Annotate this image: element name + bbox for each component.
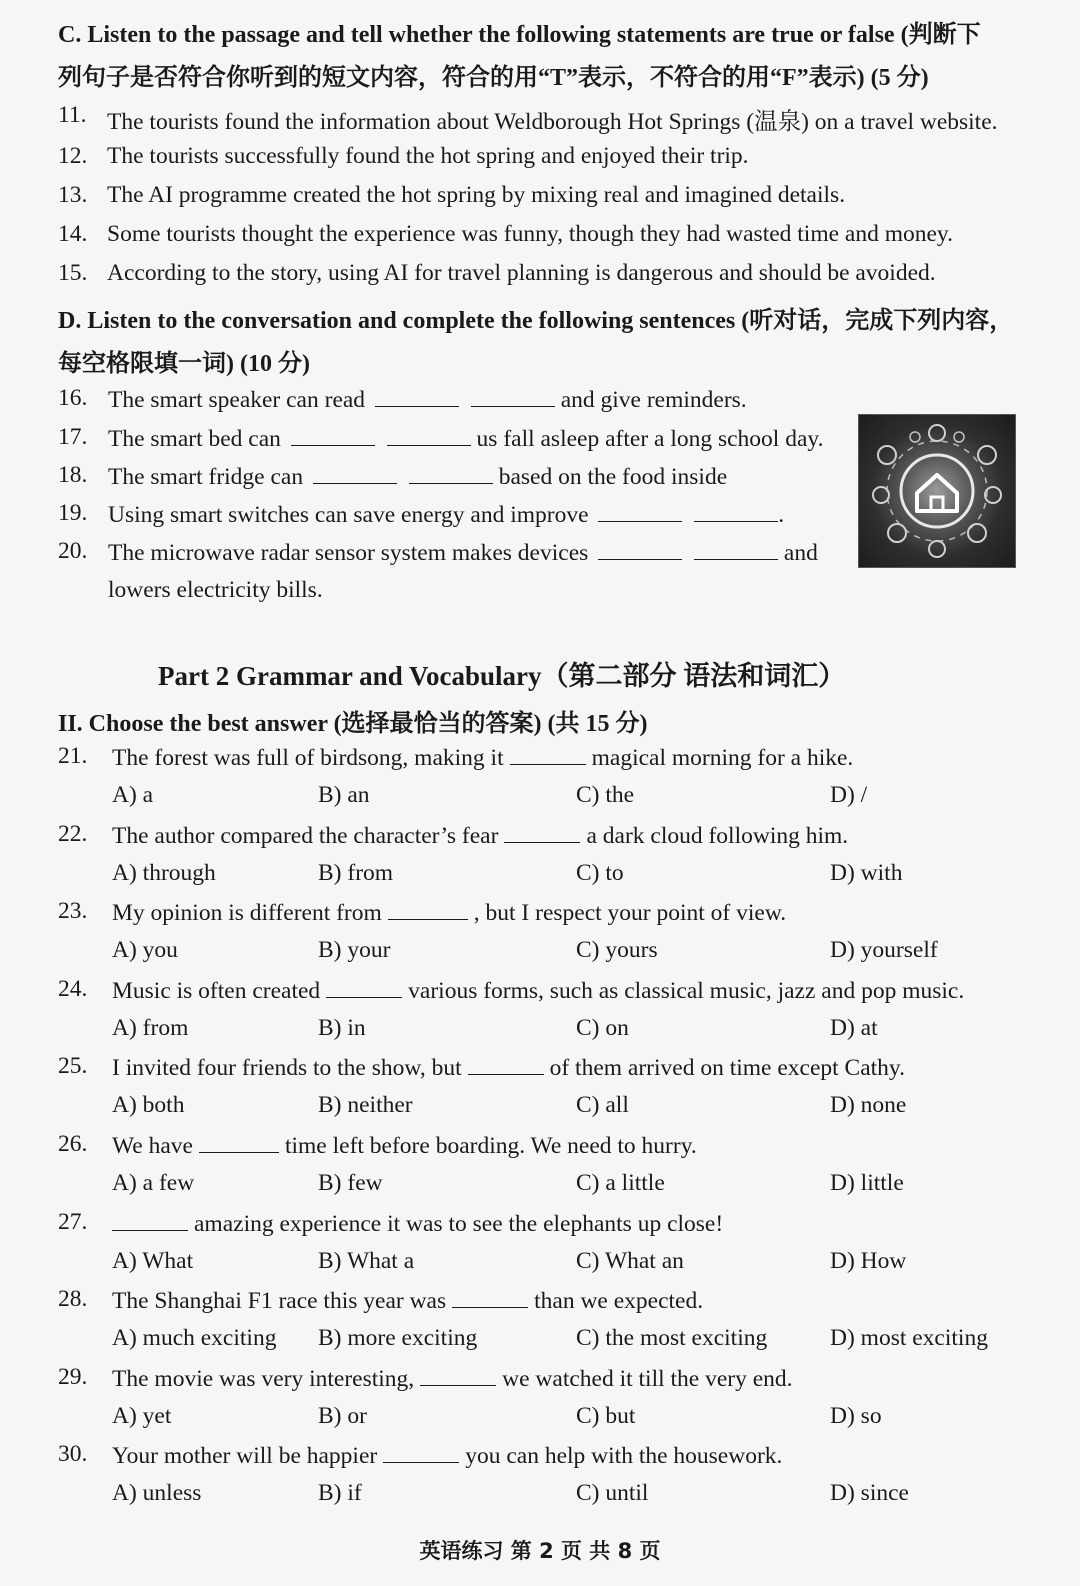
sentence-16 (108, 385, 747, 414)
item-number: 20. (58, 538, 88, 564)
option-d[interactable]: D) none (830, 1092, 907, 1118)
answer-blank[interactable] (694, 538, 778, 560)
answer-blank[interactable] (504, 821, 580, 843)
stem-post: various forms, such as classical music, jazz and pop music. (408, 978, 965, 1005)
option-b[interactable]: B) few (318, 1170, 383, 1196)
section-ii-heading: II. Choose the best answer (选择最恰当的答案) (共 15 分) (58, 711, 648, 737)
option-c[interactable]: C) the most exciting (576, 1325, 768, 1351)
answer-blank[interactable] (598, 538, 682, 560)
answer-blank[interactable] (383, 1441, 459, 1463)
option-c[interactable]: C) all (576, 1092, 629, 1118)
section-d-heading-line2: 每空格限填一词) (10 分) (58, 351, 310, 377)
answer-blank[interactable] (313, 462, 397, 484)
stem-pre: The forest was full of birdsong, making it (112, 745, 504, 772)
option-b[interactable]: B) from (318, 860, 394, 886)
option-a[interactable]: A) What (112, 1248, 194, 1274)
question-stem (112, 976, 964, 1005)
stem-pre: My opinion is different from (112, 900, 382, 927)
stem-post: we watched it till the very end. (502, 1366, 793, 1393)
answer-blank[interactable] (420, 1364, 496, 1386)
stem-post: amazing experience it was to see the elephants up close! (194, 1211, 724, 1238)
question-number: 24. (58, 976, 88, 1002)
sentence-20-continued: lowers electricity bills. (108, 577, 323, 603)
item-number: 14. (58, 221, 88, 247)
question-stem (112, 1053, 905, 1082)
stem-post: magical morning for a hike. (591, 745, 854, 772)
statement-text: According to the story, using AI for travel planning is dangerous and should be avoided. (107, 260, 936, 286)
answer-blank[interactable] (409, 462, 493, 484)
stem-pre: The Shanghai F1 race this year was (112, 1288, 447, 1315)
option-d[interactable]: D) so (830, 1403, 882, 1429)
option-a[interactable]: A) you (112, 937, 178, 963)
answer-blank[interactable] (694, 500, 778, 522)
question-stem (112, 1364, 793, 1393)
answer-blank[interactable] (112, 1209, 188, 1231)
sentence-19 (108, 500, 784, 529)
sentence-post: and give reminders. (560, 387, 747, 414)
sentence-pre: The smart fridge can (108, 464, 304, 491)
option-d[interactable]: D) since (830, 1480, 909, 1506)
item-number: 13. (58, 182, 88, 208)
item-number: 17. (58, 424, 88, 450)
page-footer: 英语练习 第 2 页 共 8 页 (419, 1539, 661, 1563)
item-number: 19. (58, 500, 88, 526)
option-d[interactable]: D) How (830, 1248, 907, 1274)
section-c-heading-line1: C. Listen to the passage and tell whether the following statements are true or false (判断下 (58, 22, 981, 48)
answer-blank[interactable] (452, 1286, 528, 1308)
sentence-post: us fall asleep after a long school day. (476, 426, 824, 453)
answer-blank[interactable] (510, 743, 586, 765)
option-b[interactable]: B) neither (318, 1092, 413, 1118)
section-c-heading-line2: 列句子是否符合你听到的短文内容，符合的用“T”表示，不符合的用“F”表示) (5 分) (58, 65, 929, 91)
answer-blank[interactable] (375, 385, 459, 407)
option-d[interactable]: D) little (830, 1170, 904, 1196)
item-number: 11. (58, 102, 87, 128)
option-a[interactable]: A) a few (112, 1170, 195, 1196)
statement-text: The tourists successfully found the hot spring and enjoyed their trip. (107, 143, 749, 169)
option-a[interactable]: A) through (112, 860, 216, 886)
smart-home-image (858, 414, 1016, 568)
option-d[interactable]: D) yourself (830, 937, 938, 963)
option-a[interactable]: A) a (112, 782, 154, 808)
answer-blank[interactable] (598, 500, 682, 522)
sentence-18 (108, 462, 727, 491)
option-c[interactable]: C) until (576, 1480, 649, 1506)
answer-blank[interactable] (326, 976, 402, 998)
option-c[interactable]: C) a little (576, 1170, 665, 1196)
question-stem (112, 743, 853, 772)
question-stem (112, 1209, 723, 1238)
question-number: 23. (58, 898, 88, 924)
stem-pre: Your mother will be happier (112, 1443, 378, 1470)
question-number: 27. (58, 1209, 88, 1235)
option-b[interactable]: B) more exciting (318, 1325, 478, 1351)
option-b[interactable]: B) your (318, 937, 391, 963)
option-a[interactable]: A) both (112, 1092, 185, 1118)
option-d[interactable]: D) at (830, 1015, 878, 1041)
part2-title: Part 2 Grammar and Vocabulary（第二部分 语法和词汇） (158, 661, 846, 691)
stem-pre: The author compared the character’s fear (112, 823, 499, 850)
option-a[interactable]: A) much exciting (112, 1325, 277, 1351)
item-number: 16. (58, 385, 88, 411)
item-number: 18. (58, 462, 88, 488)
stem-post: of them arrived on time except Cathy. (549, 1055, 906, 1082)
smart-home-icon (859, 415, 1015, 567)
question-number: 25. (58, 1053, 88, 1079)
item-number: 15. (58, 260, 88, 286)
stem-post: than we expected. (534, 1288, 704, 1315)
option-b[interactable]: B) if (318, 1480, 362, 1506)
option-b[interactable]: B) an (318, 782, 370, 808)
stem-pre: The movie was very interesting, (112, 1366, 415, 1393)
question-number: 22. (58, 821, 88, 847)
option-d[interactable]: D) with (830, 860, 903, 886)
sentence-17 (108, 424, 823, 453)
option-d[interactable]: D) / (830, 782, 868, 808)
option-c[interactable]: C) What an (576, 1248, 684, 1274)
section-d-heading-line1: D. Listen to the conversation and complete the following sentences (听对话，完成下列内容， (58, 308, 1014, 334)
option-b[interactable]: B) in (318, 1015, 366, 1041)
question-stem (112, 1286, 703, 1315)
question-number: 29. (58, 1364, 88, 1390)
stem-post: you can help with the housework. (465, 1443, 783, 1470)
sentence-pre: The smart speaker can read (108, 387, 366, 414)
option-c[interactable]: C) to (576, 860, 624, 886)
sentence-pre: Using smart switches can save energy and improve (108, 502, 589, 529)
stem-pre: I invited four friends to the show, but (112, 1055, 462, 1082)
question-number: 30. (58, 1441, 88, 1467)
option-c[interactable]: C) yours (576, 937, 658, 963)
stem-pre: Music is often created (112, 978, 321, 1005)
item-number: 12. (58, 143, 88, 169)
stem-pre: We have (112, 1133, 193, 1160)
option-a[interactable]: A) from (112, 1015, 189, 1041)
statement-text: Some tourists thought the experience was funny, though they had wasted time and money. (107, 221, 954, 247)
option-c[interactable]: C) the (576, 782, 635, 808)
answer-blank[interactable] (468, 1053, 544, 1075)
question-number: 26. (58, 1131, 88, 1157)
option-c[interactable]: C) but (576, 1403, 636, 1429)
sentence-pre: The microwave radar sensor system makes devices (108, 540, 589, 567)
statement-text: The AI programme created the hot spring by mixing real and imagined details. (107, 182, 846, 208)
sentence-post: based on the food inside (498, 464, 728, 491)
question-stem (112, 1441, 782, 1470)
answer-blank[interactable] (471, 385, 555, 407)
question-stem (112, 821, 848, 850)
option-b[interactable]: B) What a (318, 1248, 415, 1274)
question-stem (112, 1131, 697, 1160)
option-c[interactable]: C) on (576, 1015, 629, 1041)
stem-post: a dark cloud following him. (586, 823, 849, 850)
question-stem (112, 898, 786, 927)
question-number: 28. (58, 1286, 88, 1312)
question-number: 21. (58, 743, 88, 769)
option-a[interactable]: A) yet (112, 1403, 172, 1429)
answer-blank[interactable] (388, 898, 468, 920)
option-b[interactable]: B) or (318, 1403, 367, 1429)
sentence-20 (108, 538, 818, 567)
answer-blank[interactable] (387, 424, 471, 446)
answer-blank[interactable] (199, 1131, 279, 1153)
statement-text: The tourists found the information about Weldborough Hot Springs (温泉) on a travel website. (107, 109, 998, 135)
option-a[interactable]: A) unless (112, 1480, 202, 1506)
sentence-pre: The smart bed can (108, 426, 281, 453)
stem-post: time left before boarding. We need to hurry. (284, 1133, 697, 1160)
answer-blank[interactable] (291, 424, 375, 446)
sentence-post: . (778, 502, 785, 529)
option-d[interactable]: D) most exciting (830, 1325, 988, 1351)
stem-post: , but I respect your point of view. (473, 900, 787, 927)
sentence-post: and (783, 540, 818, 567)
